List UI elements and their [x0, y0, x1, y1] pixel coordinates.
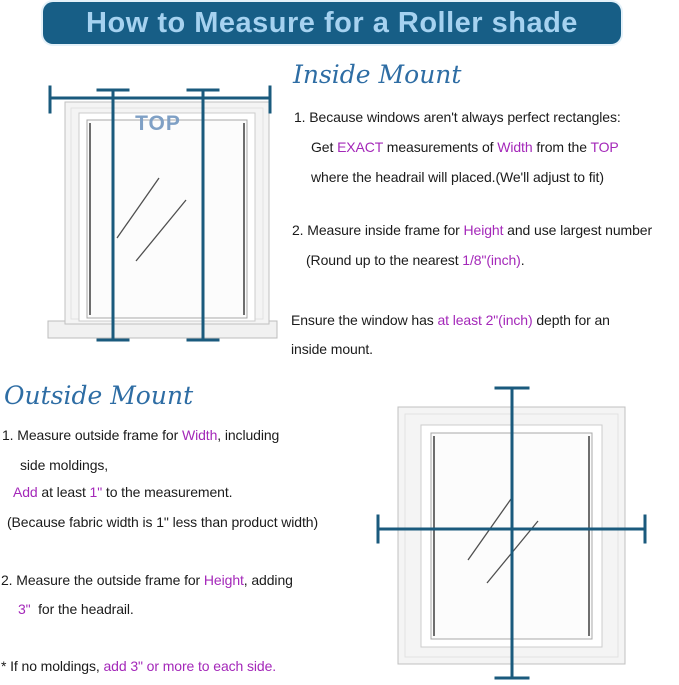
- outside-step2-line2: [18, 601, 134, 617]
- inside-step1-line2: [311, 139, 619, 155]
- text-segment: at least: [37, 484, 90, 500]
- text-segment: for the headrail.: [30, 601, 134, 617]
- inside-depth-note-line2: [291, 341, 373, 357]
- accent-text: Height: [463, 222, 504, 238]
- window-glass: [87, 120, 247, 318]
- outside-moldings-note: [1, 658, 276, 674]
- outside-step1-line3: [13, 484, 232, 500]
- outside-mount-window-diagram: [365, 378, 660, 685]
- accent-text: Width: [181, 427, 218, 443]
- inside-step2-line1: [292, 222, 652, 238]
- text-segment: 1. Measure outside frame for: [2, 427, 182, 443]
- text-segment: Ensure the window has: [291, 312, 438, 328]
- text-segment: * If no moldings,: [1, 658, 104, 674]
- text-segment: 1. Because windows aren't always perfect rectangles:: [294, 109, 621, 125]
- text-segment: and use largest number: [503, 222, 653, 238]
- outside-step2-line1: [1, 572, 293, 588]
- top-label: TOP: [135, 112, 181, 135]
- text-segment: to the measurement.: [102, 484, 233, 500]
- accent-text: 1/8"(inch): [462, 252, 521, 268]
- accent-text: add 3" or more to each side.: [103, 658, 277, 674]
- accent-text: EXACT: [337, 139, 383, 155]
- text-segment: , adding: [243, 572, 293, 588]
- text-segment: side moldings,: [20, 457, 109, 473]
- text-segment: , including: [217, 427, 280, 443]
- outside-step1-line2: [20, 457, 108, 473]
- accent-text: TOP: [590, 139, 619, 155]
- inside-step1-line3: [311, 169, 604, 185]
- page-title: How to Measure for a Roller shade: [86, 6, 578, 39]
- accent-text: Add: [13, 484, 38, 500]
- text-segment: .: [520, 252, 525, 268]
- text-segment: measurements of: [383, 139, 498, 155]
- text-segment: (Because fabric width is 1" less than product width): [7, 514, 319, 530]
- window-frame: [48, 102, 277, 338]
- accent-text: at least 2"(inch): [437, 312, 533, 328]
- inside-step1-line1: [294, 109, 621, 125]
- accent-text: Width: [497, 139, 533, 155]
- title-banner: [43, 2, 621, 44]
- text-segment: (Round up to the nearest: [306, 252, 463, 268]
- text-segment: Get: [311, 139, 338, 155]
- outside-step1-line4: [7, 514, 318, 530]
- accent-text: 1": [89, 484, 103, 500]
- inside-mount-window-diagram: [40, 78, 285, 368]
- text-segment: where the headrail will placed.(We'll adjust to fit): [311, 169, 604, 185]
- text-segment: from the: [532, 139, 591, 155]
- inside-step2-line2: [306, 252, 525, 268]
- text-segment: 2. Measure inside frame for: [292, 222, 464, 238]
- text-segment: inside mount.: [291, 341, 373, 357]
- text-segment: depth for an: [532, 312, 610, 328]
- inside-mount-heading: Inside Mount: [293, 60, 462, 89]
- inside-depth-note-line1: [291, 312, 610, 328]
- accent-text: 3": [18, 601, 31, 617]
- text-segment: 2. Measure the outside frame for: [1, 572, 204, 588]
- accent-text: Height: [203, 572, 244, 588]
- outside-step1-line1: [2, 427, 279, 443]
- outside-mount-heading: Outside Mount: [4, 381, 194, 410]
